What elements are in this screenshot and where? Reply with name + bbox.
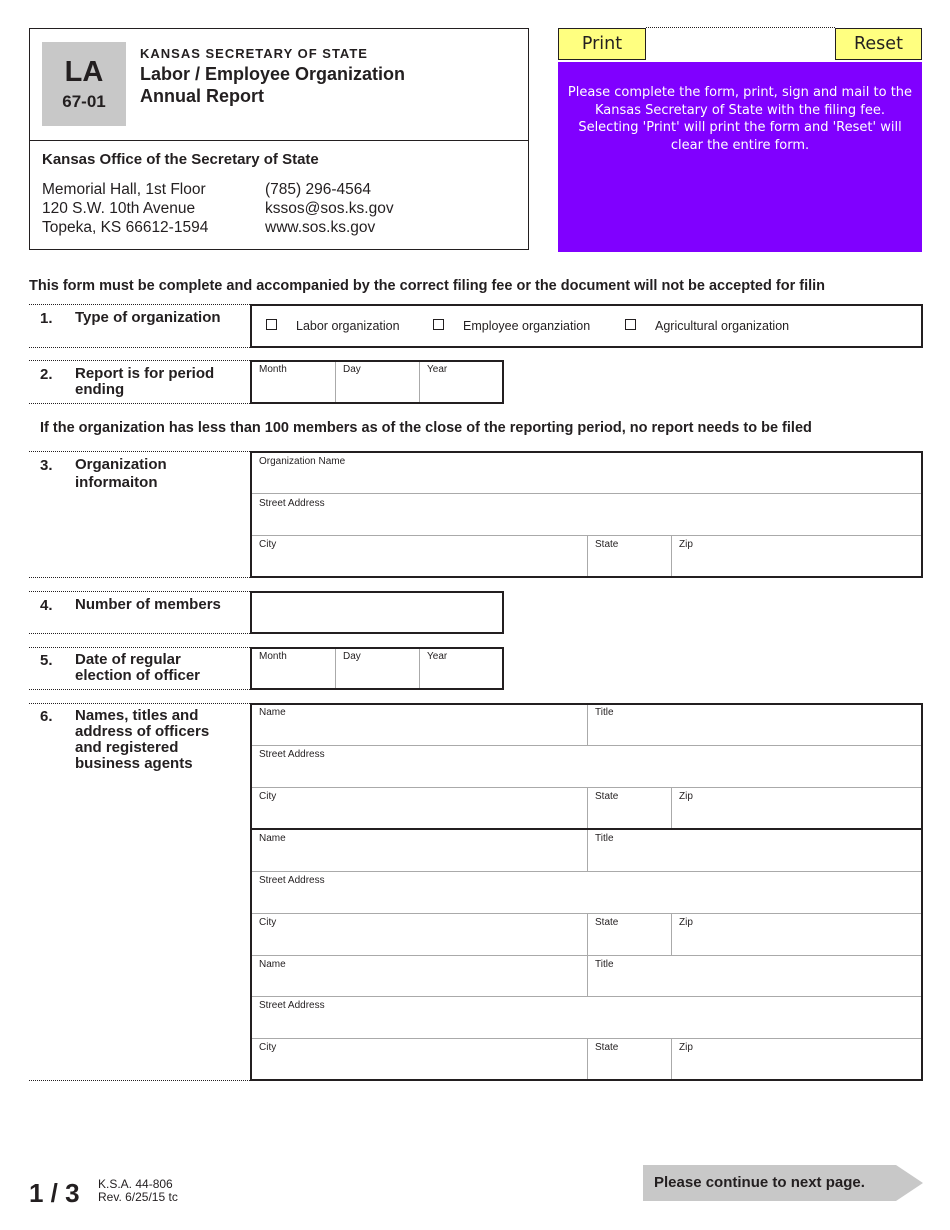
section3-label-line1: Organization	[75, 456, 167, 473]
section1-top-rule	[29, 304, 250, 305]
divider	[587, 788, 588, 828]
divider	[419, 649, 420, 688]
org-street-field[interactable]: Street Address	[259, 498, 325, 509]
email: kssos@sos.ks.gov	[265, 200, 394, 217]
form-number: 67-01	[62, 92, 106, 111]
officer3-street-field[interactable]: Street Address	[259, 1000, 325, 1011]
members-notice: If the organization has less than 100 members as of the close of the reporting period, no report needs to be filed	[40, 420, 812, 436]
office-name: Kansas Office of the Secretary of State	[42, 151, 319, 168]
officer3-state-field[interactable]: State	[595, 1042, 619, 1053]
org-zip-field[interactable]: Zip	[679, 539, 693, 550]
officer2-title-field[interactable]: Title	[595, 833, 614, 844]
form-title-line2: Annual Report	[140, 86, 264, 106]
button-bar-dotted-line	[646, 27, 835, 29]
divider	[587, 956, 588, 996]
website: www.sos.ks.gov	[265, 219, 376, 236]
section2-label-line2: ending	[75, 381, 125, 398]
officer1-name-field[interactable]: Name	[259, 707, 286, 718]
section1-bottom-rule	[29, 347, 250, 348]
address-line2: 120 S.W. 10th Avenue	[42, 200, 196, 217]
section4-label: Number of members	[75, 596, 221, 613]
divider	[587, 536, 588, 576]
section6-top-rule	[29, 703, 250, 704]
section5-top-rule	[29, 647, 250, 648]
section2-number: 2.	[40, 366, 53, 383]
divider	[252, 745, 921, 746]
section2-bottom-rule	[29, 403, 250, 404]
reset-button[interactable]: Reset	[835, 28, 922, 60]
agricultural-org-checkbox[interactable]	[625, 319, 636, 330]
election-month-field[interactable]: Month	[259, 651, 287, 662]
divider	[671, 1039, 672, 1079]
member-count-field[interactable]	[250, 591, 504, 634]
section4-bottom-rule	[29, 633, 250, 634]
address-line3: Topeka, KS 66612-1594	[42, 219, 209, 236]
section1-label: Type of organization	[75, 309, 221, 326]
officer2-city-field[interactable]: City	[259, 917, 277, 928]
filing-notice: This form must be complete and accompanied by the correct filing fee or the document will not be accepted for filin	[29, 278, 826, 294]
print-button[interactable]: Print	[558, 28, 646, 60]
period-year-field[interactable]: Year	[427, 364, 448, 375]
officer2-street-field[interactable]: Street Address	[259, 875, 325, 886]
section6-label-line1: Names, titles and	[75, 707, 199, 724]
section4-top-rule	[29, 591, 250, 592]
form-code: LA	[64, 56, 104, 88]
section6-label-line3: and registered	[75, 739, 179, 756]
org-name-field[interactable]: Organization Name	[259, 456, 346, 467]
section6-number: 6.	[40, 708, 53, 725]
page-number: 1 / 3	[29, 1178, 80, 1208]
divider	[587, 914, 588, 955]
officer1-title-field[interactable]: Title	[595, 707, 614, 718]
section5-label-line1: Date of regular	[75, 651, 181, 668]
section3-top-rule	[29, 451, 250, 452]
divider	[335, 362, 336, 402]
divider	[587, 1039, 588, 1079]
section3-bottom-rule	[29, 577, 250, 578]
org-state-field[interactable]: State	[595, 539, 619, 550]
agency-name: KANSAS SECRETARY OF STATE	[140, 46, 368, 61]
section1-number: 1.	[40, 310, 53, 327]
officer3-name-field[interactable]: Name	[259, 959, 286, 970]
section5-number: 5.	[40, 652, 53, 669]
employee-org-label: Employee organziation	[463, 319, 591, 333]
section5-bottom-rule	[29, 689, 250, 690]
divider	[252, 871, 921, 872]
org-city-field[interactable]: City	[259, 539, 277, 550]
labor-org-label: Labor organization	[296, 319, 400, 333]
officer1-street-field[interactable]: Street Address	[259, 749, 325, 760]
officer3-title-field[interactable]: Title	[595, 959, 614, 970]
election-year-field[interactable]: Year	[427, 651, 448, 662]
address-line1: Memorial Hall, 1st Floor	[42, 181, 206, 198]
form-code-box	[42, 42, 126, 126]
header-divider	[29, 140, 529, 141]
section3-number: 3.	[40, 457, 53, 474]
section6-label-line2: address of officers	[75, 723, 210, 740]
labor-org-checkbox[interactable]	[266, 319, 277, 330]
statute-reference: K.S.A. 44-806	[98, 1177, 173, 1191]
divider	[252, 493, 921, 494]
section6-label-line4: business agents	[75, 755, 193, 772]
divider	[671, 914, 672, 955]
section6-bottom-rule	[29, 1080, 250, 1081]
divider	[671, 536, 672, 576]
revision-date: Rev. 6/25/15 tc	[98, 1190, 178, 1204]
election-date-box	[250, 647, 504, 690]
period-month-field[interactable]: Month	[259, 364, 287, 375]
section2-label-line1: Report is for period	[75, 365, 215, 382]
period-day-field[interactable]: Day	[343, 364, 361, 375]
officer2-state-field[interactable]: State	[595, 917, 619, 928]
section3-label-line2: informaiton	[75, 474, 158, 491]
agricultural-org-label: Agricultural organization	[655, 319, 790, 333]
officer1-city-field[interactable]: City	[259, 791, 277, 802]
officer3-zip-field[interactable]: Zip	[679, 1042, 693, 1053]
section5-label-line2: election of officer	[75, 667, 201, 684]
divider	[419, 362, 420, 402]
period-date-box	[250, 360, 504, 404]
officer2-name-field[interactable]: Name	[259, 833, 286, 844]
officers-box	[250, 703, 923, 1081]
form-title-line1: Labor / Employee Organization	[140, 64, 406, 84]
divider	[671, 788, 672, 828]
election-day-field[interactable]: Day	[343, 651, 361, 662]
officer2-zip-field[interactable]: Zip	[679, 917, 693, 928]
section2-top-rule	[29, 360, 250, 361]
employee-org-checkbox[interactable]	[433, 319, 444, 330]
divider	[587, 705, 588, 745]
officer1-state-field[interactable]: State	[595, 791, 619, 802]
phone: (785) 296-4564	[265, 181, 371, 198]
officer3-city-field[interactable]: City	[259, 1042, 277, 1053]
continue-text: Please continue to next page.	[654, 1174, 865, 1191]
divider	[587, 830, 588, 871]
instructions-text: Please complete the form, print, sign and mail to the Kansas Secretary of State with the filing fee. Selecting 'Print' will print the form and 'Reset' will clear the entire form.	[567, 85, 913, 153]
divider	[252, 996, 921, 997]
divider	[335, 649, 336, 688]
section4-number: 4.	[40, 597, 53, 614]
officer1-zip-field[interactable]: Zip	[679, 791, 693, 802]
